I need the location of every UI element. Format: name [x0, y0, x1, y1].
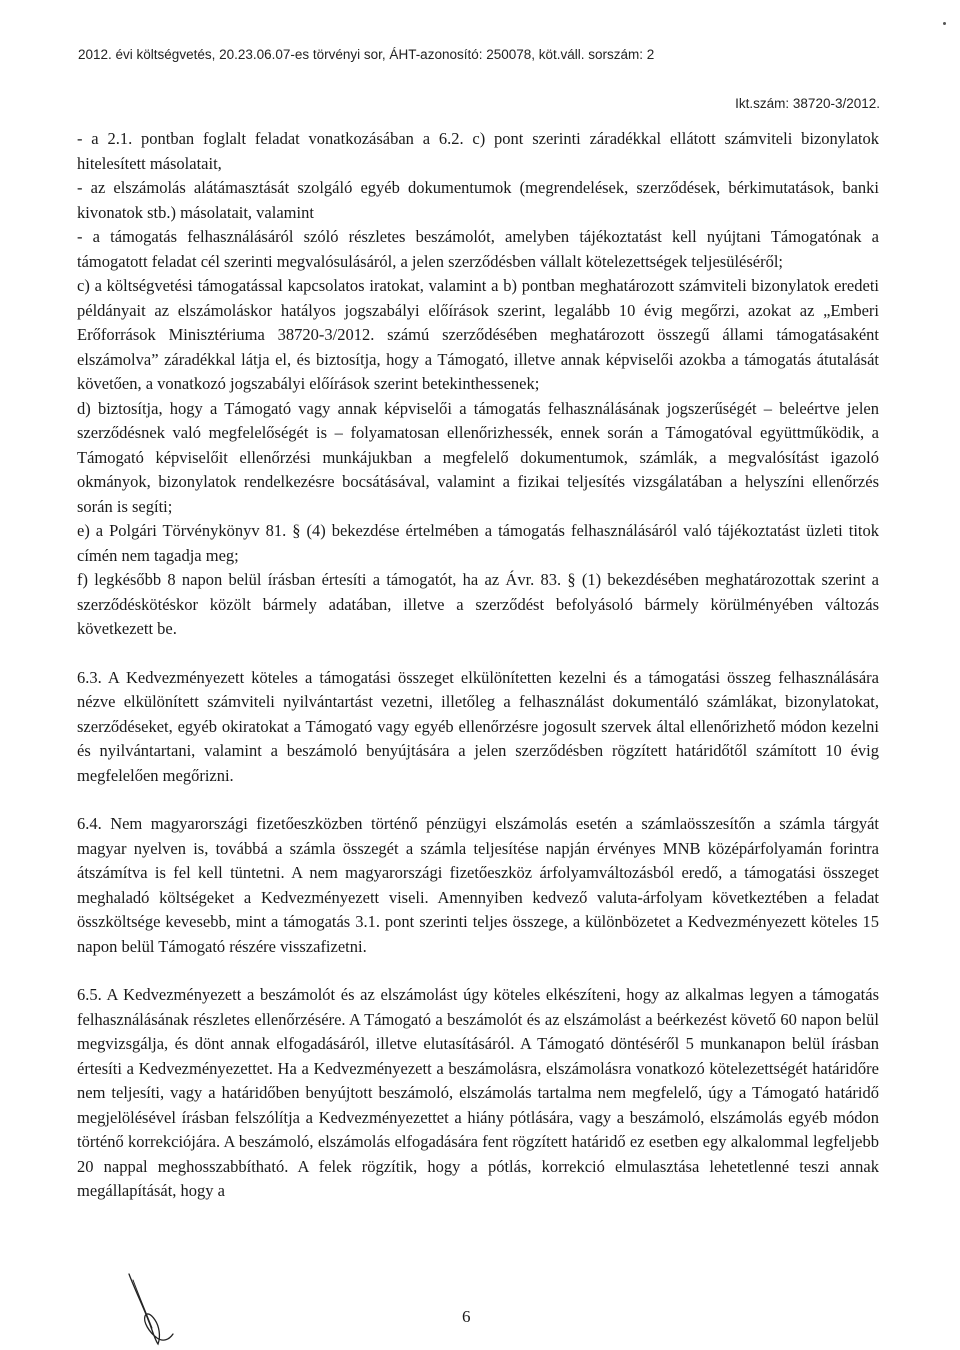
item-e: e) a Polgári Törvénykönyv 81. § (4) bekezdése értelmében a támogatás felhasználásáról való tájékoztatást üzleti titok címén nem tagadja meg;	[77, 521, 879, 565]
item-c: c) a költségvetési támogatással kapcsolatos iratokat, valamint a b) pontban meghatározott számviteli bizonylatok eredeti példányait az elszámoláskor hatályos jogszabályi előírások szerint, legalább 10 évig megőrzi, azokat az „Emberi Erőforrások Minisztériuma 38720-3/2012. számú szerződésében meghatározott összegű állami támogatásaként elszámolva” záradékkal látja el, és biztosítja, hogy a Támogató, illetve annak képviselői azokba a támogatás átutalását követően, a vonatkozó jogszabályi előírások szerint betekinthessenek;	[77, 276, 879, 393]
paragraph-6-3: 6.3. A Kedvezményezett köteles a támogatási összeget elkülönítetten kezelni és a támogatási összeg felhasználására nézve elkülönített számviteli nyilvántartást vezetni, illetőleg a felhasználást dokumentáló számlákat, bizonylatokat, szerződéseket, egyéb okiratokat a Támogató vagy egyéb ellenőrzésre jogosult szervek által ellenőrizhető módon kezelni és nyilvántartani, valamint a beszámoló benyújtására a jelen szerződésben rögzített határidőtől számított 10 évig megfelelően megőrizni.	[77, 667, 879, 785]
document-body	[77, 127, 879, 1204]
paragraph-6-5: 6.5. A Kedvezményezett a beszámolót és az elszámolást úgy köteles elkészíteni, hogy az alkalmas legyen a támogatás felhasználásának részletes ellenőrzésére. A Támogató a beszámolót és az elszámolást a beérkezést követő 60 napon belül megvizsgálja, és dönt annak elfogadásáról, illetve elutasításáról. A Támogató döntéséről 5 munkanapon belül írásban értesíti a Kedvezményezettet. Ha a Kedvezményezett a beszámolásra, elszámolásra vonatkozó kötelezettségét határidőre nem teljesíti, vagy a határidőben benyújtott beszámoló, elszámolás tartalma nem megfelelő, úgy a Támogató határidő megjelölésével írásban felszólítja a Kedvezményezettet a hiány pótlására, vagy a beszámoló, elszámolás egyéb módon történő korrekciójára. A beszámoló, elszámolás elfogadására fent rögzített határidő ez esetben egy alkalommal legfeljebb 20 nappal meghosszabbítható. A felek rögzítik, hogy a pótlás, korrekció elmulasztása lehetetlenné teszi annak megállapítását, hogy a	[77, 985, 879, 1200]
item-d: d) biztosítja, hogy a Támogató vagy annak képviselői a támogatás felhasználásának jogszerűségét – beleértve jelen szerződésnek való megfelelőségét is – folyamatosan ellenőrizhessék, ennek során a Támogatóval együttműködik, a Támogató képviselőit ellenőrzési munkájukban a megfelelő dokumentumok, számlák, a megvalósítást igazoló okmányok, bizonylatok rendelkezésre bocsátásával, valamint a fizikai teljesítés vizsgálatában a helyszíni ellenőrzés során is segíti;	[77, 398, 879, 516]
page-number: 6	[462, 1307, 471, 1326]
list-item-report: - a támogatás felhasználásáról szóló részletes beszámolót, amelyben tájékoztatást kell nyújtani Támogatónak a támogatott feladat cél szerinti megvalósulásáról, a jelen szerződésben vállalt kötelezettségek teljesüléséről;	[77, 227, 879, 271]
scan-speck	[943, 22, 946, 25]
item-f: f) legkésőbb 8 napon belül írásban értesíti a támogatót, ha az Ávr. 83. § (1) bekezdésében meghatározottak szerint a szerződéskötéskor közölt bármely adatában, illetve a szerződést befolyásoló bármely körülményében változás következett be.	[77, 570, 879, 638]
paragraph-6-4: 6.4. Nem magyarországi fizetőeszközben történő pénzügyi elszámolás esetén a számlaösszesítőn a számla tárgyát magyar nyelven is, továbbá a számla összegét a számla teljesítése napján érvényes MNB középárfolyamán forintra átszámítva is fel kell tüntetni. A nem magyarországi fizetőeszköz árfolyamváltozásból eredő, a támogatási összeget meghaladó költségeket a Kedvezményezett viseli. Amennyiben kedvező valuta-árfolyam következtében a feladat összköltsége kevesebb, mint a támogatás 3.1. pont szerinti teljes összege, a különbözetet a Kedvezményezett köteles 15 napon belül Támogató részére visszafizetni.	[77, 814, 879, 956]
list-item-supporting-docs: - az elszámolás alátámasztását szolgáló egyéb dokumentumok (megrendelések, szerződések, bérkimutatások, banki kivonatok stb.) másolatait, valamint	[77, 178, 879, 222]
reference-number: Ikt.szám: 38720-3/2012.	[735, 96, 880, 111]
handwritten-initial-signature	[125, 1270, 185, 1348]
budget-line-header: 2012. évi költségvetés, 20.23.06.07-es törvényi sor, ÁHT-azonosító: 250078, köt.váll. sorszám: 2	[78, 47, 655, 62]
list-item-copies: - a 2.1. pontban foglalt feladat vonatkozásában a 6.2. c) pont szerinti záradékkal ellátott számviteli bizonylatok hitelesített másolatait,	[77, 129, 879, 173]
